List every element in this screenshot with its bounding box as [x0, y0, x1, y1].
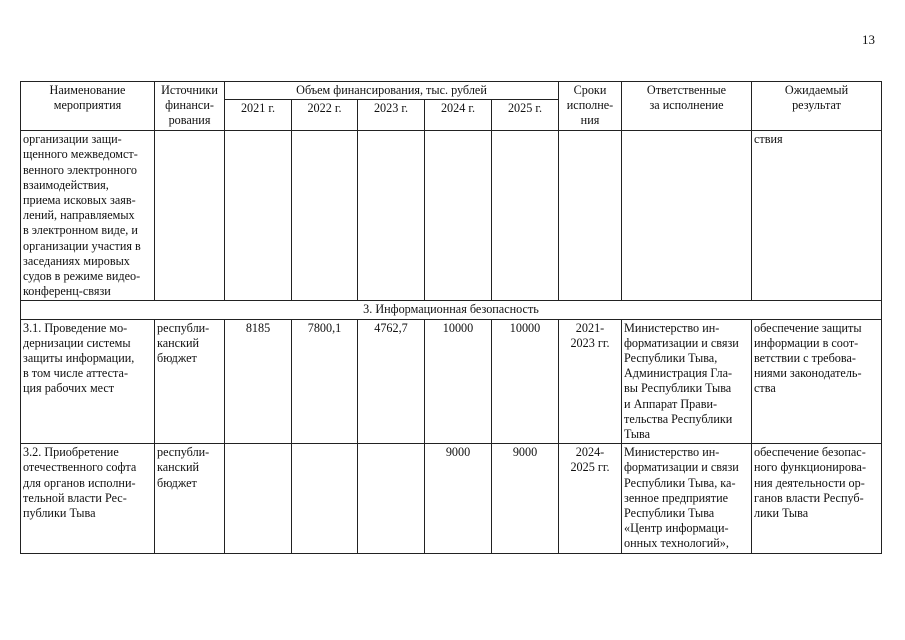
- continuation-result: ствия: [752, 131, 882, 301]
- row-result: обеспечение безопас- ного функционирова- ния деятельности ор- ганов власти Респуб- лики Тыва: [752, 444, 882, 553]
- header-year: 2023 г.: [358, 100, 425, 131]
- empty-cell: [622, 131, 752, 301]
- header-year: 2025 г.: [492, 100, 559, 131]
- header-name: Наименование мероприятия: [21, 82, 155, 131]
- table-row: [21, 444, 882, 553]
- page-number: 13: [862, 32, 875, 47]
- row-responsible: Министерство ин- форматизации и связи Республики Тыва, Администрация Гла- вы Республики Тыва и Аппарат Прави- тельства Республики Тыва: [622, 319, 752, 444]
- row-value-2022: [292, 444, 358, 553]
- header-terms: Сроки исполне- ния: [559, 82, 622, 131]
- empty-cell: [559, 131, 622, 301]
- row-value-2021: 8185: [225, 319, 292, 444]
- table-row: [21, 131, 882, 301]
- empty-cell: [155, 131, 225, 301]
- row-value-2025: 10000: [492, 319, 559, 444]
- row-value-2024: 10000: [425, 319, 492, 444]
- row-value-2024: 9000: [425, 444, 492, 553]
- section-row: [21, 301, 882, 319]
- row-name: 3.2. Приобретение отечественного софта для органов исполни- тельной власти Рес- публики Тыва: [21, 444, 155, 553]
- empty-cell: [225, 131, 292, 301]
- continuation-name: организации защи- щенного межведомст- венного электронного взаимодействия, приема исковых заяв- лений, направляемых в электронном виде, и организации участия в заседаниях мировых судов в режиме видео- конференц-связи: [21, 131, 155, 301]
- row-term: 2021- 2023 гг.: [559, 319, 622, 444]
- header-responsible: Ответственные за исполнение: [622, 82, 752, 131]
- empty-cell: [358, 131, 425, 301]
- row-name: 3.1. Проведение мо- дернизации системы защиты информации, в том числе аттеста- ция рабочих мест: [21, 319, 155, 444]
- financing-table: [20, 81, 882, 554]
- header-year: 2024 г.: [425, 100, 492, 131]
- header-result: Ожидаемый результат: [752, 82, 882, 131]
- header-year: 2022 г.: [292, 100, 358, 131]
- empty-cell: [492, 131, 559, 301]
- header-year: 2021 г.: [225, 100, 292, 131]
- header-sources: Источники финанси- рования: [155, 82, 225, 131]
- header-row: [21, 82, 882, 100]
- empty-cell: [425, 131, 492, 301]
- row-value-2021: [225, 444, 292, 553]
- row-source: республи- канский бюджет: [155, 444, 225, 553]
- row-value-2023: [358, 444, 425, 553]
- row-result: обеспечение защиты информации в соот- ветствии с требова- ниями законодатель- ства: [752, 319, 882, 444]
- row-value-2025: 9000: [492, 444, 559, 553]
- row-value-2023: 4762,7: [358, 319, 425, 444]
- row-source: республи- канский бюджет: [155, 319, 225, 444]
- section-title: 3. Информационная безопасность: [21, 301, 882, 319]
- header-funding: Объем финансирования, тыс. рублей: [225, 82, 559, 100]
- row-value-2022: 7800,1: [292, 319, 358, 444]
- row-responsible: Министерство ин- форматизации и связи Республики Тыва, ка- зенное предприятие Республики Тыва «Центр информаци- онных технологий»,: [622, 444, 752, 553]
- table-row: [21, 319, 882, 444]
- row-term: 2024- 2025 гг.: [559, 444, 622, 553]
- empty-cell: [292, 131, 358, 301]
